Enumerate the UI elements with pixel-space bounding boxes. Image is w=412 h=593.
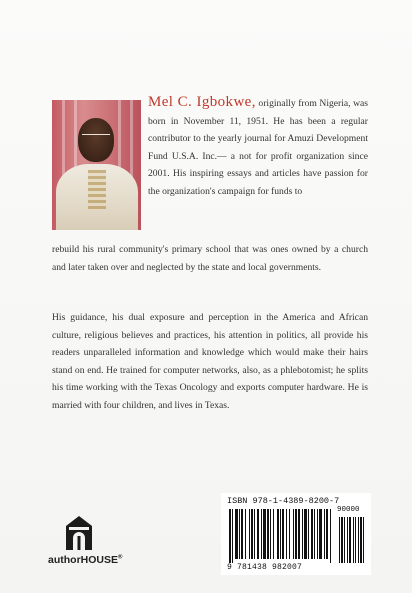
publisher-logo [48,514,123,574]
barcode-digits: 9 781438 982007 [227,563,303,572]
author-bio-continued: rebuild his rural community's primary school that was ones owned by a church and later taken over and neglected by the state and local governments. [52,244,368,273]
isbn-barcode [221,493,371,575]
author-photo [52,100,141,230]
publisher-house-icon [64,514,94,552]
author-name: Mel C. Igbokwe, [148,94,256,110]
registered-mark: ® [118,554,123,561]
isbn-label: ISBN 978-1-4389-8200-7 [227,496,340,506]
price-addon-code: 90000 [337,506,360,514]
publisher-name: authorHOUSE [48,554,119,566]
author-bio-intro [148,94,368,200]
author-bio-paragraph-2: His guidance, his dual exposure and perception in the America and African culture, religious believes and practices, his attention in politics, all provide his readers unparalleled information and knowledge which would make their hairs stand on end. He trained for computer networks, also, as a phlebotomist; he splits his time working with the Texas Oncology and exports computer hardware. He is married with four children, and lives in Texas. [52,312,368,411]
barcode-bars [229,509,367,563]
author-bio-text-1: originally from Nigeria, was born in November 11, 1951. He has been a regular contributor to the yearly journal for Amuzi Development Fund U.S.A. Inc.— a not for profit organization since 2001. His inspiring essays and articles have passion for the organization's campaign for funds to [148,98,368,197]
